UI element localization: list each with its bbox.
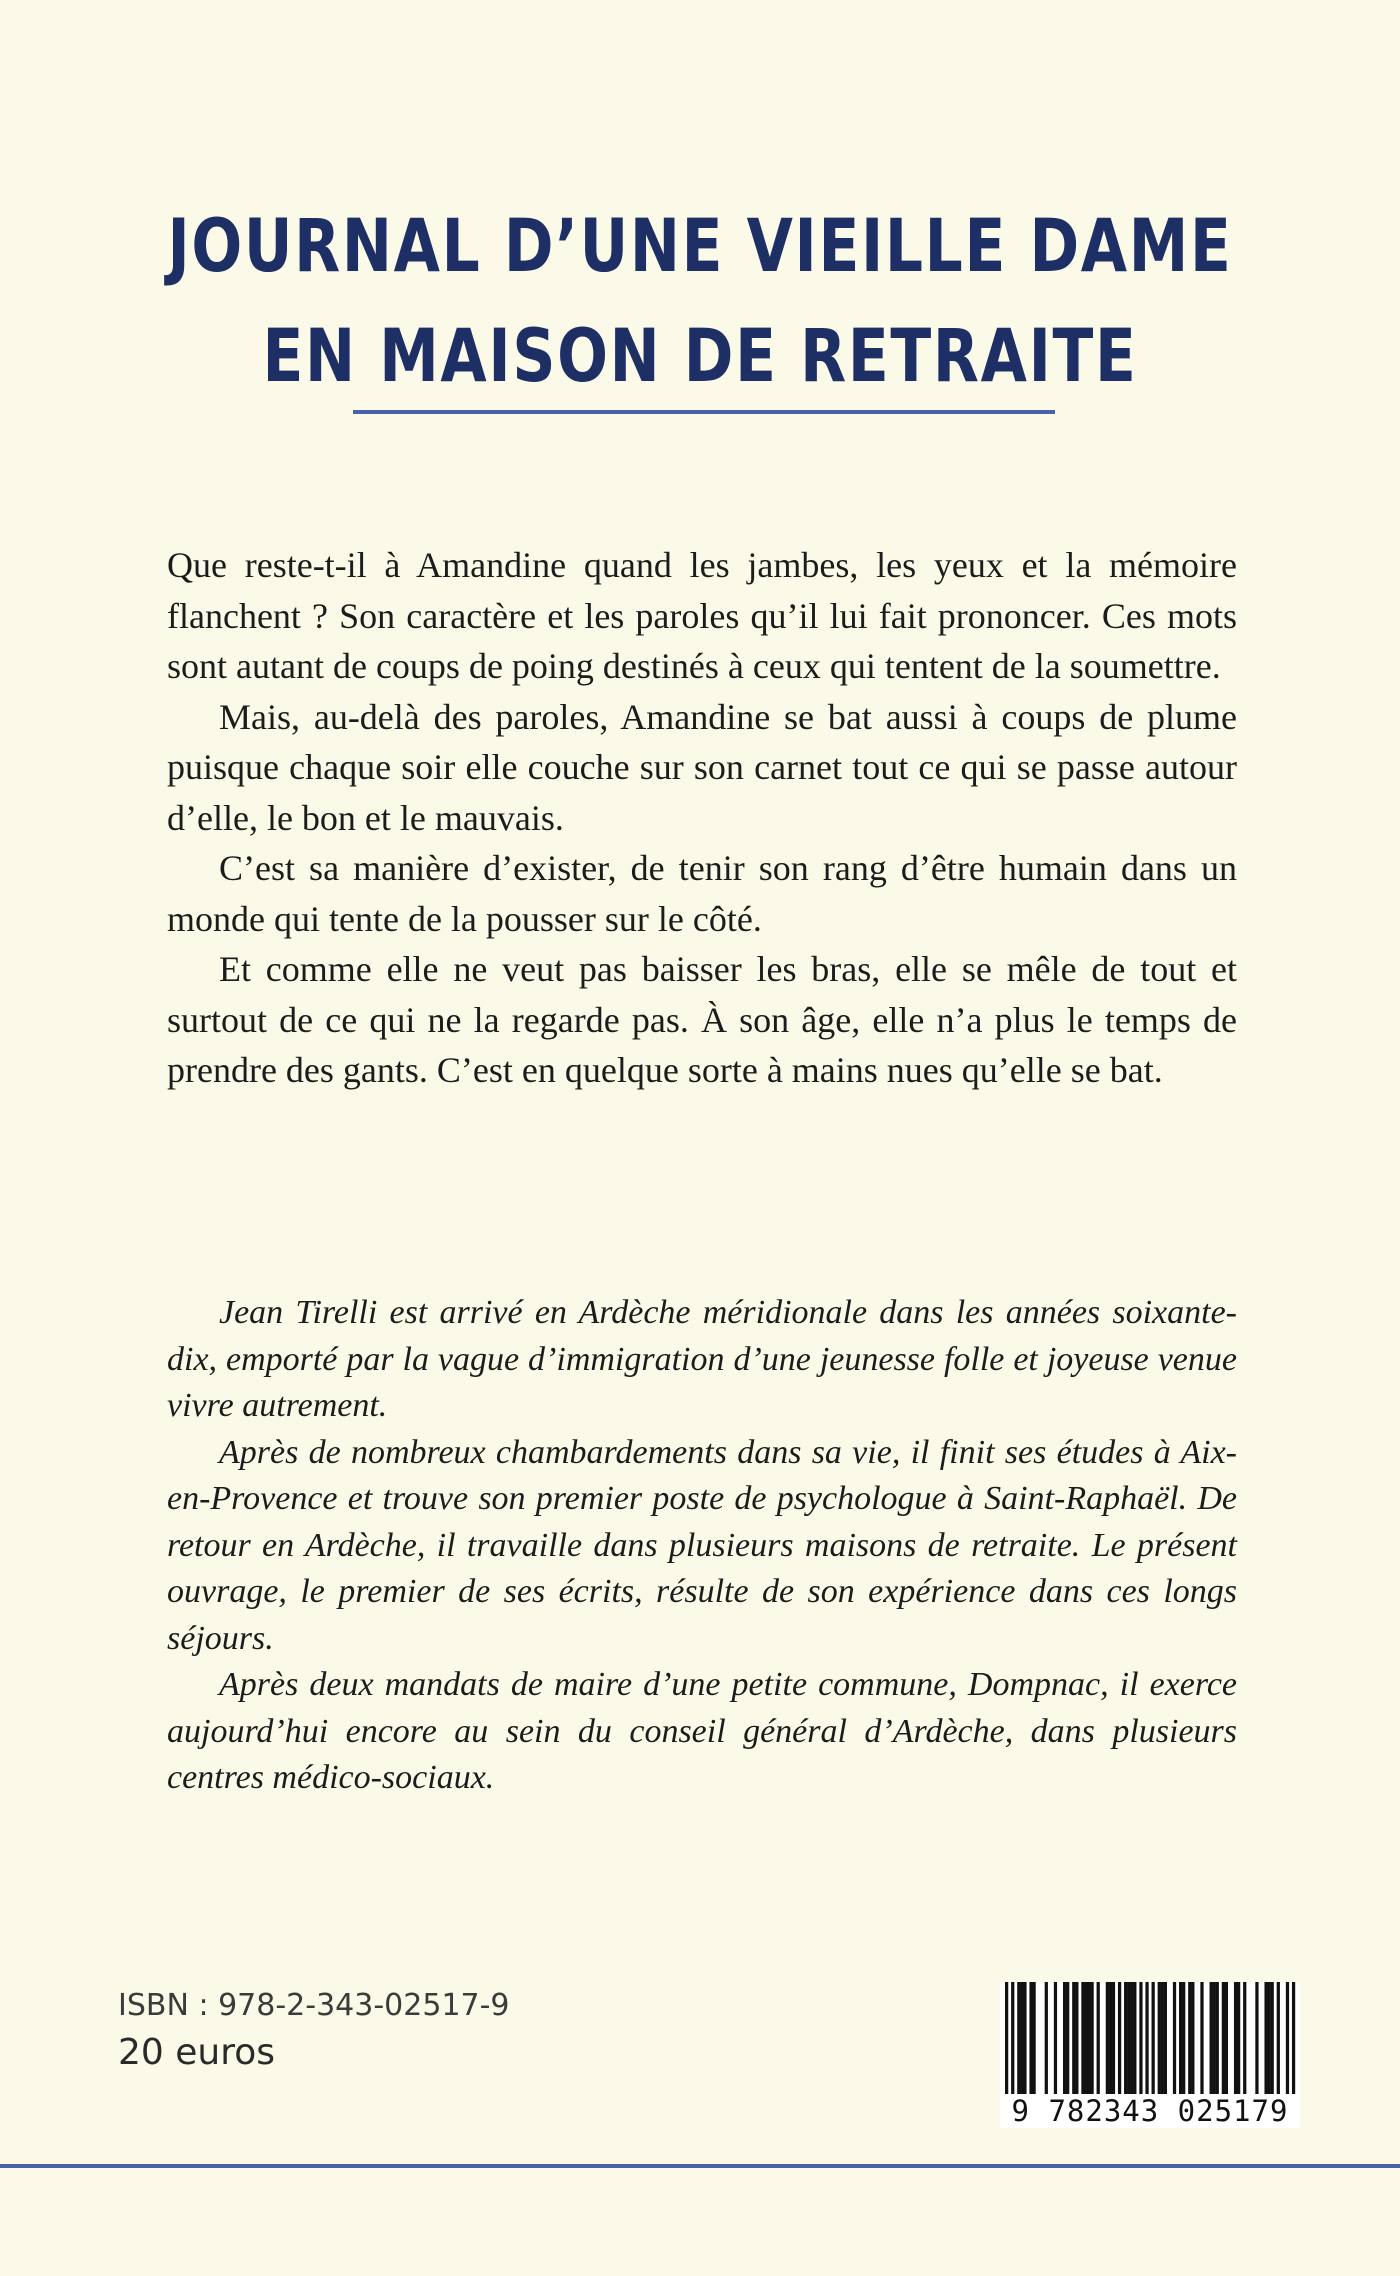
- barcode-bar: [1087, 1982, 1090, 2094]
- barcode-bar: [1145, 1982, 1148, 2094]
- book-title: [0, 192, 1400, 412]
- barcode-bar: [1112, 1982, 1115, 2094]
- barcode-bar: [1106, 1982, 1109, 2094]
- barcode-bar: [1237, 1982, 1240, 2094]
- barcode-bar: [1045, 1982, 1048, 2094]
- barcode-digits: 9 782343 025179: [1000, 2094, 1300, 2128]
- barcode-bar: [1225, 1982, 1228, 2094]
- barcode-bar: [1063, 1982, 1066, 2094]
- author-paragraph-2: Après de nombreux chambardements dans sa vie, il finit ses études à Aix-en-Provence et trouve son premier poste de psychologue à Saint-Raphaël. De retour en Ardèche, il travaille dans plusieurs maisons de retraite. Le présent ouvrage, le premier de ses écrits, résulte de son expérience dans ces longs séjours.: [167, 1433, 1237, 1657]
- title-line-2: EN MAISON DE RETRAITE: [262, 314, 1138, 399]
- barcode-bar: [1264, 1982, 1267, 2094]
- summary-paragraph-1: Que reste-t-il à Amandine quand les jambes, les yeux et la mémoire flanchent ? Son caractère et les paroles qu’il lui fait prononcer. Ces mots sont autant de coups de poing destinés à ceux qui tentent de la soumettre.: [167, 545, 1237, 686]
- barcode-bar: [1158, 1982, 1161, 2094]
- author-paragraph-1: Jean Tirelli est arrivé en Ardèche méridionale dans les années soixante-dix, emporté par la vague d’immigration d’une jeunesse folle et joyeuse venue vivre autrement.: [167, 1294, 1237, 1424]
- barcode-bar: [1188, 1982, 1191, 2094]
- author-biography: [167, 1290, 1237, 1802]
- barcode-bar: [1032, 1982, 1035, 2094]
- barcode-bar: [1164, 1982, 1167, 2094]
- barcode-bar: [1118, 1982, 1121, 2094]
- barcode-bar: [1097, 1982, 1100, 2094]
- summary-paragraph-2: Mais, au-delà des paroles, Amandine se bat aussi à coups de plume puisque chaque soir elle couche sur son carnet tout ce qui se passe autour d’elle, le bon et le mauvais.: [167, 696, 1237, 838]
- barcode-bar: [1210, 1982, 1213, 2094]
- isbn-text: ISBN : 978-2-343-02517-9: [118, 1988, 510, 2023]
- barcode-bar: [1182, 1982, 1185, 2094]
- barcode-bar: [1005, 1982, 1008, 2094]
- barcode-bar: [1200, 1982, 1203, 2094]
- price-text: 20 euros: [118, 2032, 276, 2073]
- barcode-bar: [1255, 1982, 1258, 2094]
- barcode-bar: [1072, 1982, 1075, 2094]
- barcode-bar: [1286, 1982, 1289, 2094]
- barcode-bar: [1216, 1982, 1219, 2094]
- barcode-bar: [1020, 1982, 1023, 2094]
- barcode-bar: [1292, 1982, 1295, 2094]
- barcode-bar: [1277, 1982, 1280, 2094]
- barcode-bar: [1011, 1982, 1014, 2094]
- barcode-bar: [1161, 1982, 1164, 2094]
- barcode-bars: [1000, 1982, 1300, 2094]
- barcode-bar: [1075, 1982, 1078, 2094]
- summary-paragraph-3: C’est sa manière d’exister, de tenir son rang d’être humain dans un monde qui tente de la pousser sur le côté.: [167, 848, 1237, 939]
- barcode-bar: [1081, 1982, 1084, 2094]
- barcode-bar: [1054, 1982, 1057, 2094]
- barcode-bar: [1066, 1982, 1069, 2094]
- barcode-bar: [1029, 1982, 1032, 2094]
- barcode-bar: [1213, 1982, 1216, 2094]
- barcode-bar: [1271, 1982, 1274, 2094]
- barcode-icon: [1000, 1982, 1300, 2094]
- barcode-bar: [1222, 1982, 1225, 2094]
- barcode-bar: [1139, 1982, 1142, 2094]
- barcode-bar: [1090, 1982, 1093, 2094]
- barcode-bar: [1084, 1982, 1087, 2094]
- barcode-bar: [1023, 1982, 1026, 2094]
- bottom-rule: [0, 2164, 1400, 2168]
- title-line-1: JOURNAL D’UNE VIEILLE DAME: [167, 204, 1233, 289]
- barcode-bar: [1133, 1982, 1136, 2094]
- book-summary: [167, 540, 1237, 1096]
- barcode-bar: [1124, 1982, 1127, 2094]
- summary-paragraph-4: Et comme elle ne veut pas baisser les bras, elle se mêle de tout et surtout de ce qui ne la regarde pas. À son âge, elle n’a plus le temps de prendre des gants. C’est en quelque sorte à mains nues qu’elle se bat.: [167, 949, 1237, 1090]
- barcode-bar: [1243, 1982, 1246, 2094]
- barcode-bar: [1191, 1982, 1194, 2094]
- barcode-bar: [1127, 1982, 1130, 2094]
- author-paragraph-3: Après deux mandats de maire d’une petite commune, Dompnac, il exerce aujourd’hui encore au sein du conseil général d’Ardèche, dans plusieurs centres médico-sociaux.: [167, 1666, 1237, 1796]
- barcode-bar: [1017, 1982, 1020, 2094]
- barcode-bar: [1109, 1982, 1112, 2094]
- barcode-bar: [1173, 1982, 1176, 2094]
- barcode-bar: [1179, 1982, 1182, 2094]
- title-underline: [353, 410, 1055, 414]
- barcode-bar: [1268, 1982, 1271, 2094]
- barcode-bar: [1130, 1982, 1133, 2094]
- barcode-bar: [1234, 1982, 1237, 2094]
- barcode-bar: [1152, 1982, 1155, 2094]
